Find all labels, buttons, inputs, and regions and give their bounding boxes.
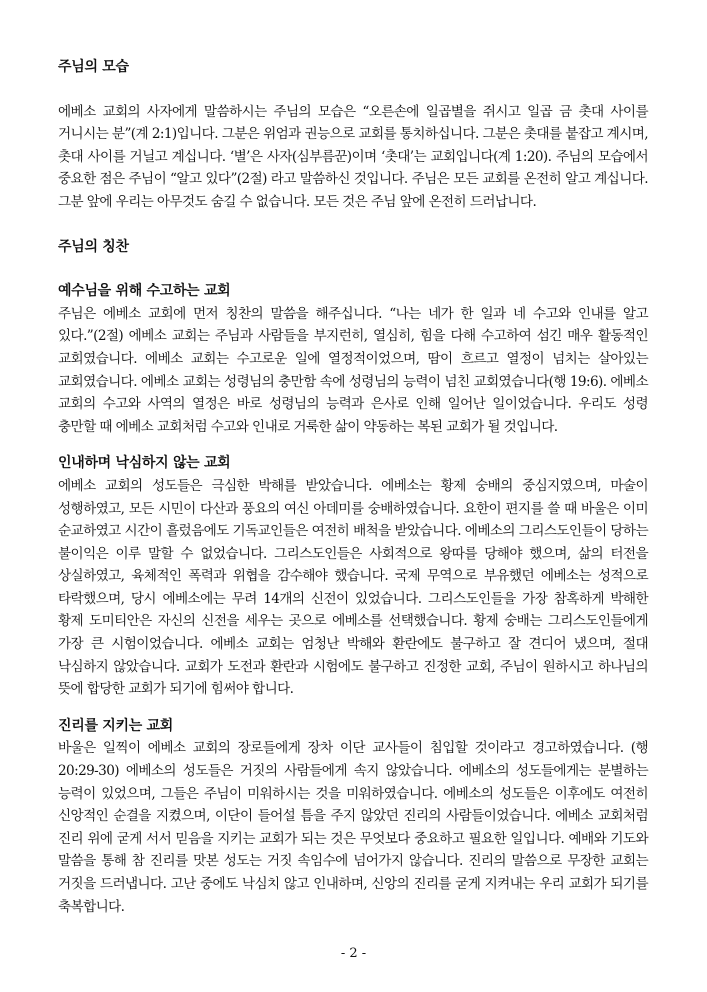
section-title-praise: 주님의 칭찬 (58, 238, 129, 255)
document-page (58, 56, 648, 918)
paragraph-truth: 바울은 일찍이 에베소 교회의 장로들에게 장차 이단 교사들이 침입할 것이라고 경고하였습니다. (행 20:29-30) 에베소의 성도들은 거짓의 사람들에게 속지 않았습니다. 에베소의 성도들에게는 분별하는 능력이 있었으며, 그들은 주님이 미워하시는 것을 미워하였습니다. 에베소의 성도들은 이후에도 여전히 신앙적인 순결을 지켰으며, 이단이 들어설 틈을 주지 않았던 진리의 사람들이었습니다. 에베소 교회처럼 진리 위에 굳게 서서 믿음을 지키는 교회가 되는 것은 무엇보다 중요하고 필요한 일입니다. 예배와 기도와 말씀을 통해 참 진리를 맛본 성도는 거짓 속임수에 넘어가지 않습니다. 진리의 말씀으로 무장한 교회는 거짓을 드러냅니다. 고난 중에도 낙심치 않고 인내하며, 신앙의 진리를 굳게 지켜내는 우리 교회가 되기를 축복합니다. (58, 740, 648, 915)
subsection-title-endurance: 인내하며 낙심하지 않는 교회 (58, 455, 231, 472)
paragraph-appearance: 에베소 교회의 사자에게 말씀하시는 주님의 모습은 “오른손에 일곱별을 쥐시고 일곱 금 촛대 사이를 거니시는 분”(계 2:1)입니다. 그분은 위엄과 권능으로 교회를 통치하십니다. 그분은 촛대를 붙잡고 계시며, 촛대 사이를 거닐고 계십니다. ‘별’은 사자(심부름꾼)이며 ‘촛대’는 교회입니다(계 1:20). 주님의 모습에서 중요한 점은 주님이 “알고 있다”(2절) 라고 말씀하신 것입니다. 주님은 모든 교회를 온전히 알고 계십니다. 그분 앞에 우리는 아무것도 숨길 수 없습니다. 모든 것은 주님 앞에 온전히 드러납니다. (58, 103, 648, 210)
subsection-title-labor: 예수님을 위해 수고하는 교회 (58, 283, 231, 300)
page-number: - 2 - (340, 946, 367, 961)
paragraph-endurance: 에베소 교회의 성도들은 극심한 박해를 받았습니다. 에베소는 황제 숭배의 중심지였으며, 마술이 성행하였고, 모든 시민이 다산과 풍요의 여신 아데미를 숭배하였습니다. 요한이 편지를 쓸 때 바울은 이미 순교하였고 시간이 흘렀음에도 기독교인들은 여전히 배척을 받았습니다. 에베소의 그리스도인들이 당하는 불이익은 이루 말할 수 없었습니다. 그리스도인들은 사회적으로 왕따를 당해야 했으며, 삶의 터전을 상실하였고, 육체적인 폭력과 위협을 감수해야 했습니다. 국제 무역으로 부유했던 에베소는 성적으로 타락했으며, 당시 에베소에는 무려 14개의 신전이 있었습니다. 그리스도인들을 가장 참혹하게 박해한 황제 도미티안은 자신의 신전을 세우는 곳으로 에베소를 선택했습니다. 황제 숭배는 그리스도인들에게 가장 큰 시험이었습니다. 에베소 교회는 엄청난 박해와 환란에도 불구하고 잘 견디어 냈으며, 절대 낙심하지 않았습니다. 교회가 도전과 환란과 시험에도 불구하고 진정한 교회, 주님이 원하시고 하나님의 뜻에 합당한 교회가 되기에 힘써야 합니다. (58, 477, 648, 698)
paragraph-labor: 주님은 에베소 교회에 먼저 칭찬의 말씀을 해주십니다. “나는 네가 한 일과 네 수고와 인내를 알고 있다.”(2절) 에베소 교회는 주님과 사람들을 부지런히, 열심히, 힘을 다해 수고하여 섬긴 매우 활동적인 교회였습니다. 에베소 교회는 수고로운 일에 열정적이었으며, 땀이 흐르고 열정이 넘치는 살아있는 교회였습니다. 에베소 교회는 성령님의 충만함 속에 성령님의 능력이 넘친 교회였습니다(행 19:6). 에베소 교회의 수고와 사역의 열정은 바로 성령님의 능력과 은사로 인해 일어난 일이었습니다. 우리도 성령 충만할 때 에베소 교회처럼 수고와 인내로 거룩한 삶이 약동하는 복된 교회가 될 것입니다. (58, 305, 648, 435)
subsection-title-truth: 진리를 지키는 교회 (58, 717, 173, 734)
section-title-appearance: 주님의 모습 (58, 59, 129, 75)
